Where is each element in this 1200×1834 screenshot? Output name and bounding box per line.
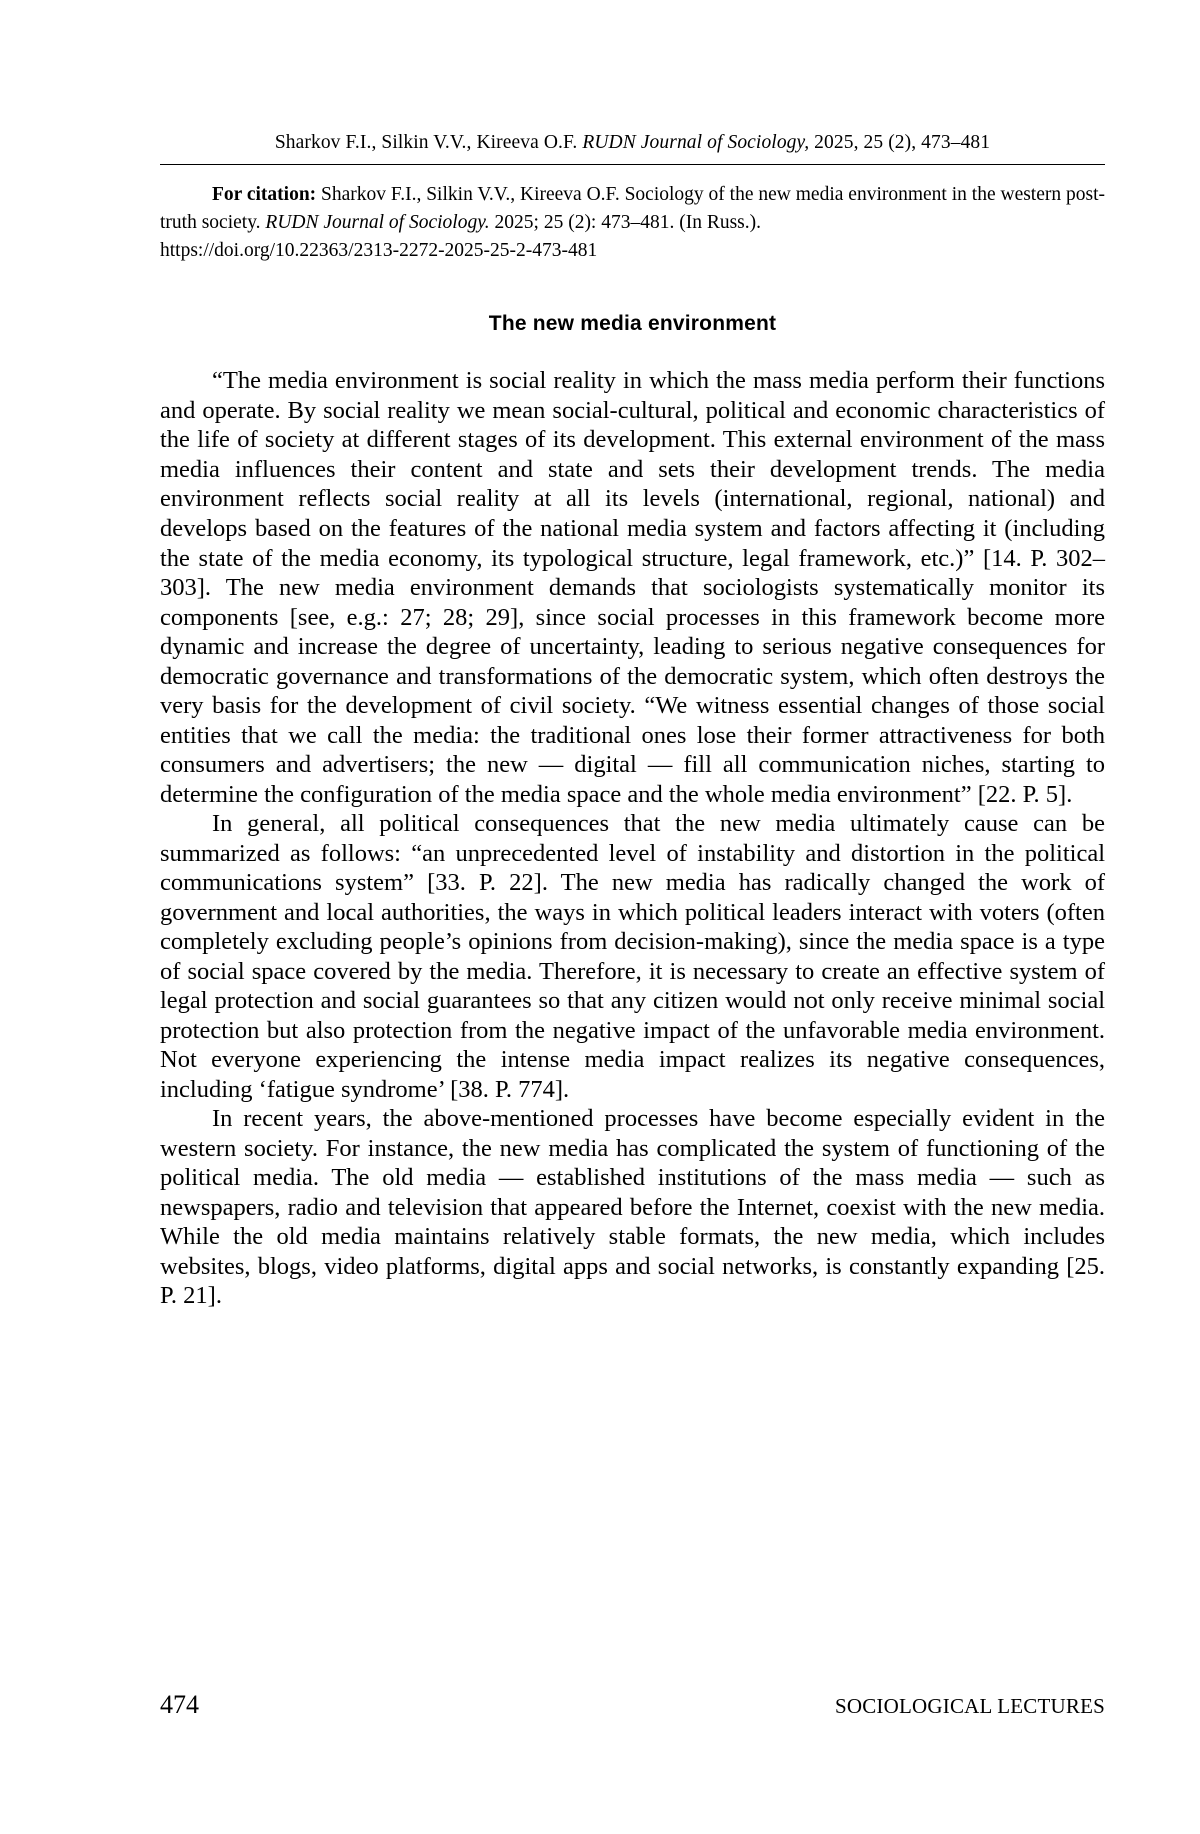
- citation-tail: 2025; 25 (2): 473–481. (In Russ.).: [489, 212, 762, 234]
- body-paragraph: In recent years, the above-mentioned processes have become especially evident in the western society. For instance, the new media has complicated the system of functioning of the political media. The old media — established institutions of the mass media — such as newspapers, radio and television that appeared before the Internet, coexist with the new media. While the old media maintains relatively stable formats, the new media, which includes websites, blogs, video platforms, digital apps and social networks, is constantly expanding [25. P. 21].: [160, 1105, 1105, 1310]
- footer-section-label: SOCIOLOGICAL LECTURES: [834, 1694, 1105, 1718]
- body-paragraph: “The media environment is social reality in which the mass media perform their functions and operate. By social reality we mean social-cultural, political and economic characteristics of the life of society at different stages of its development. This external environment of the mass media influences their content and state and sets their development trends. The media environment reflects social reality at all its levels (international, regional, national) and develops based on the features of the national media system and factors affecting it (including the state of the media economy, its typological structure, legal framework, etc.)” [14. P. 302–303]. The new media environment demands that sociologists systematically monitor its components [see, e.g.: 27; 28; 29], since social processes in this framework become more dynamic and increase the degree of uncertainty, leading to serious negative consequences for democratic governance and transformations of the democratic system, which often destroys the very basis for the development of civil society. “We witness essential changes of those social entities that we call the media: the traditional ones lose their former attractiveness for both consumers and advertisers; the new — digital — fill all communication niches, starting to determine the configuration of the media space and the whole media environment” [22. P. 5].: [160, 367, 1105, 808]
- running-head-authors: Sharkov F.I., Silkin V.V., Kireeva O.F.: [274, 132, 578, 153]
- citation-journal: RUDN Journal of Sociology.: [265, 212, 490, 234]
- citation-label: For citation:: [212, 184, 317, 206]
- citation-text: Sharkov F.I., Silkin V.V., Kireeva O.F. Sociology of the new media environment in the western post-truth society.: [160, 184, 1106, 234]
- body-paragraph: In general, all political consequences that the new media ultimately cause can be summarized as follows: “an unprecedented level of instability and distortion in the political communications system” [33. P. 22]. The new media has radically changed the work of government and local authorities, the ways in which political leaders interact with voters (often completely excluding people’s opinions from decision-making), since the media space is a type of social space covered by the media. Therefore, it is necessary to create an effective system of legal protection and social guarantees so that any citizen would not only receive minimal social protection but also protection from the negative impact of the unfavorable media environment. Not everyone experiencing the intense media impact realizes its negative consequences, including ‘fatigue syndrome’ [38. P. 774].: [160, 810, 1105, 1103]
- citation-block: [160, 181, 1105, 264]
- running-head-issue: 2025, 25 (2), 473–481: [814, 132, 991, 153]
- page-number: 474: [160, 1690, 199, 1719]
- page-footer: [160, 1690, 1105, 1720]
- citation-doi-link[interactable]: https://doi.org/10.22363/2313-2272-2025-25-2-473-481: [160, 239, 598, 261]
- section-title: The new media environment: [488, 312, 777, 336]
- page-content: [160, 130, 1105, 1311]
- header-divider: [160, 164, 1105, 165]
- running-head-journal: RUDN Journal of Sociology,: [582, 132, 810, 153]
- running-head: [160, 130, 1105, 155]
